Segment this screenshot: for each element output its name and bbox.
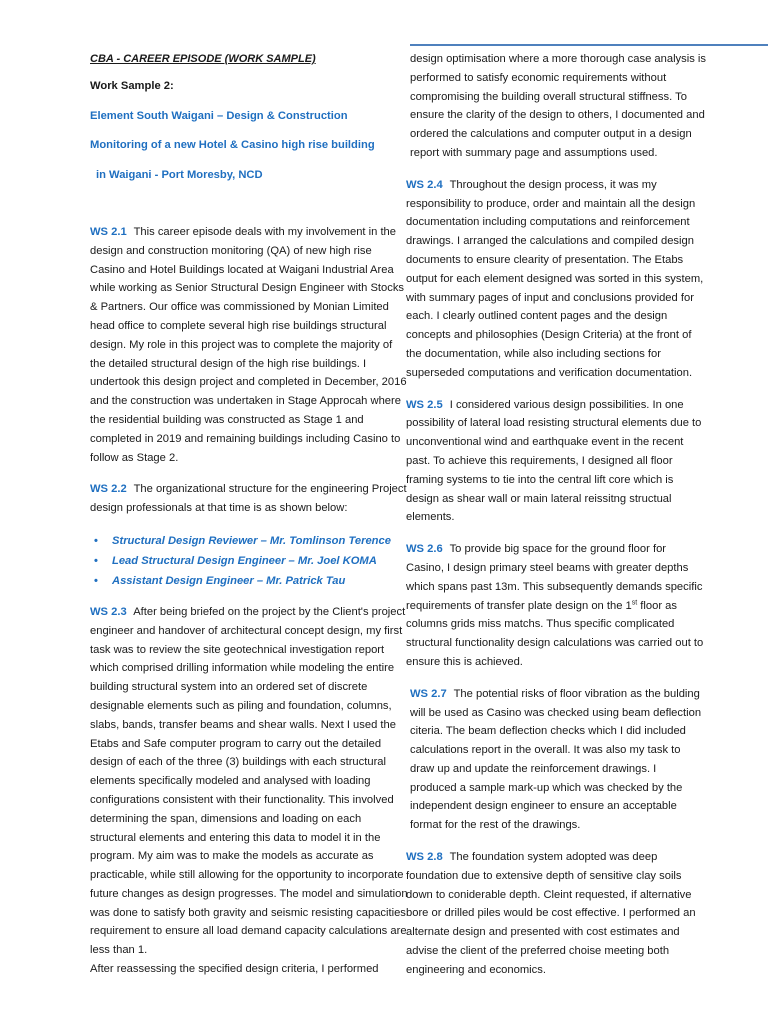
ws-2-1-text: This career episode deals with my involvement in the design and construction monitoring (QA) of new high rise Casino and Hotel Buildings located at Waigani Industrial Area while working as Senior Structural Design Engineer with Stocks & Partners. Our office was commissioned by Monian Limited head office to complete several high rise buildings structural design. My role in this project was to complete the majority of the detailed structural design of the high rise buildings. I undertook this design project and completed in December, 2016 and the construction was undertaken in Stage Approcah where the residential building was constructed as Stage 1 and completed in 2019 and remaining buildings including Casino to follow as Stage 2. [90, 225, 407, 464]
ws-2-6-paragraph [406, 540, 706, 672]
ws-2-1-paragraph [90, 223, 408, 467]
ws-2-4-paragraph [406, 176, 706, 383]
team-member: • Structural Design Reviewer – Mr. Tomlinson Terence [112, 531, 408, 551]
project-title-line2: Monitoring of a new Hotel & Casino high rise building [90, 139, 375, 152]
ws-2-8-text-a: The foundation system adopted was deep foundation due to extensive depth of sensitive clay soils down to coniderable depth. Cleint requested, if alternative bore or drilled piles would be cost effective. I performed an alternate design and presented with cost estimate [406, 851, 696, 939]
ws-2-6-text-b: floor as columns grids miss matchs. Thus specific complicated structural functionality design calculations was carried out to ensure this is achieved. [406, 599, 704, 668]
ws-2-2-text: The organizational structure for the engineering Project design professionals at that time is as shown below: [90, 483, 407, 515]
ws-2-3-continuation: After reassessing the specified design criteria, I performed [90, 963, 379, 976]
ws-2-7-text: The potential risks of floor vibration as the bulding will be used as Casino was checked using beam deflection citeria. The beam deflection checks which I did included calculations report in the overall. It was also my task to draw up and update the reinforcement drawings. I produced a sample mark-up which was checked by the independent design engineer to ensure an acceptable format for the rest of the drawings. [410, 687, 702, 832]
ws-2-7-label: WS 2.7 [410, 687, 447, 700]
ws-2-4-text: Throughout the design process, it was my responsibility to produce, order and maintain all the design documentation including computations and reinforcement drawings. I arranged the calculations and compiled design documents to ensure clearity of presentation. The Etabs output for each element designed was sorted in this system, with summary pages of input and conclusions provided for each. I clearly outlined content pages and the design concepts and philosophies (Design Criteria) at the front of the documentation, while also including sections for superseded computations and verification documentation. [406, 178, 704, 379]
project-title-line3: in Waigani - Port Moresby, NCD [96, 169, 263, 182]
ws-2-5-label: WS 2.5 [406, 398, 443, 411]
header-rule [410, 44, 768, 46]
ws-2-3-continued-paragraph [406, 50, 706, 163]
ws-2-1-label: WS 2.1 [90, 225, 127, 238]
ws-2-8-text-b: s and advise the client of the preferred choise meeting both engineering and economics. [406, 926, 680, 976]
ws-2-8-label: WS 2.8 [406, 851, 443, 864]
ws-2-4-label: WS 2.4 [406, 178, 443, 191]
ws-2-3-label: WS 2.3 [90, 605, 127, 618]
ws-2-3-text: After being briefed on the project by the Client's project engineer and handover of architectural concept design, my first task was to review the site geotechnical investigation report which comprised drilling information while modeling the entire building structural system into an ordered set of discrete designable elements such as piling and foundation, columns, slabs, bands, transfer beams and shear walls. Next I used the Etabs and Safe computer program to carry out the detailed design of each of the three (3) buildings with each structural elements specifically modeled and analysed with loading configurations consistent with their functionality. This involved determining the span, dimensions and loading on each structural elements and entering this data to model it in the program. My aim was to make the models as accurate as practicable, while still allowing for the opportunity to incorporate future changes as design progresses. The model and simulation was done to satisfy both gravity and seismic resisting capacities requirement to ensure all load demand capacity calculations are less than 1. [90, 605, 408, 957]
ws-2-3-paragraph [90, 603, 408, 960]
ws-2-2-paragraph [90, 480, 408, 518]
ws-2-5-paragraph [406, 396, 706, 528]
ws-2-5-text: I considered various design possibilities. In one possibility of lateral load resisting structural elements due to unconventional wind and earthquake event in the recent past. To achieve this requirements, I designed all floor framing systems to tie into the central lift core which is design as shear wall or main lateral reissitng structual elements. [406, 398, 702, 524]
team-member: • Assistant Design Engineer – Mr. Patrick Tau [112, 571, 408, 591]
team-list [90, 531, 408, 591]
ws-2-3-continued-text: design optimisation where a more thorough case analysis is performed to satisfy economic requirements without compromising the building overall structural stiffness. To ensure the clarity of the design to others, I documented and ordered the calculations and computer output in a design report with summary page and assumptions used. [410, 53, 707, 159]
ws-2-2-label: WS 2.2 [90, 483, 127, 496]
document-title: CBA - CAREER EPISODE (WORK SAMPLE) [90, 53, 316, 65]
team-member: • Lead Structural Design Engineer – Mr. Joel KOMA [112, 551, 408, 571]
ws-2-7-paragraph [406, 685, 706, 835]
ws-2-8-paragraph [406, 848, 706, 980]
right-column [406, 50, 706, 993]
project-title-line1: Element South Waigani – Design & Construction [90, 109, 348, 122]
ws-2-6-superscript: st [631, 598, 638, 606]
ws-2-6-text-a: To provide big space for the ground floor for Casino, I design primary steel beams with greater depths which spans past 13m. This subsequently demands specific requirements of transfer plate design on the 1 [406, 543, 703, 612]
work-sample-label: Work Sample 2: [90, 79, 174, 92]
left-column [90, 50, 408, 979]
ws-2-6-label: WS 2.6 [406, 543, 443, 556]
